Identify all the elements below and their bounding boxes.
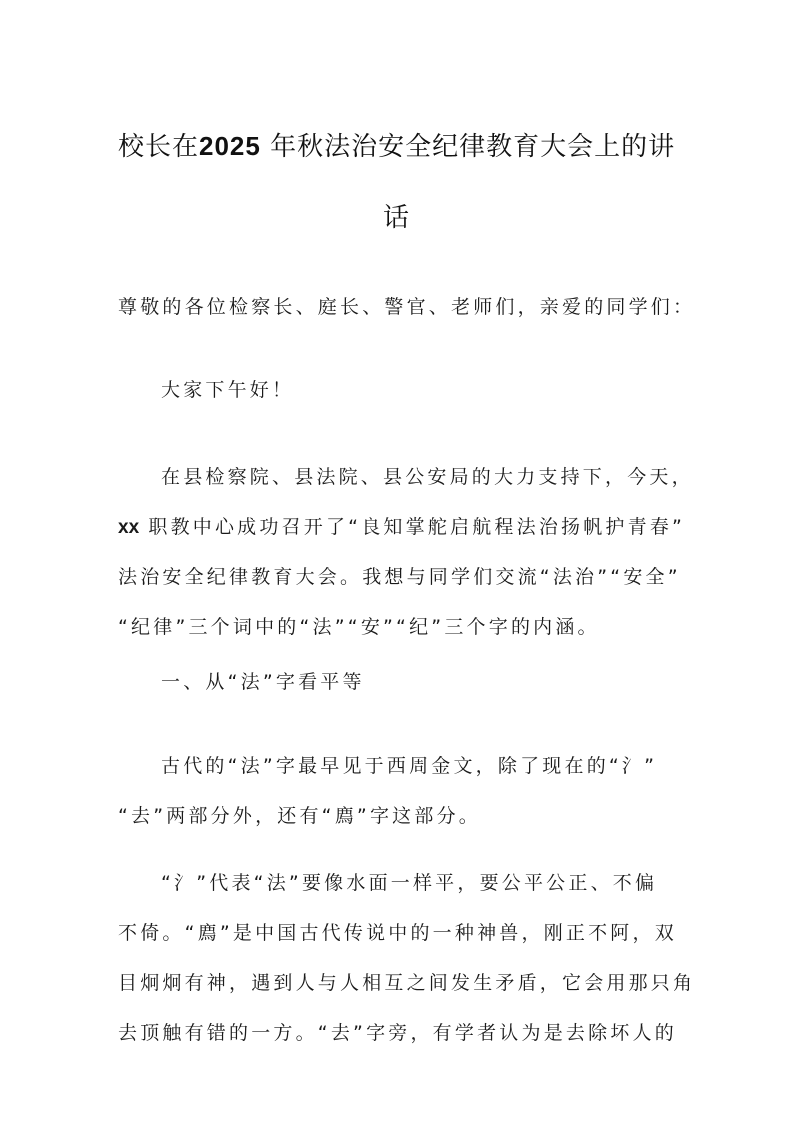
intro-line-2-text: 职教中心成功召开了“良知掌舵启航程法治扬帆护青春”	[139, 516, 686, 538]
greeting-text: 大家下午好！	[161, 379, 295, 401]
salutation-text: 尊敬的各位检察长、庭长、警官、老师们，亲爱的同学们：	[118, 296, 696, 318]
title-line-1	[118, 122, 675, 170]
section-1-heading	[118, 662, 678, 702]
s1p2-line-1: “氵”代表“法”要像水面一样平，要公平公正、不偏	[161, 872, 658, 894]
section-1-paragraph-1	[118, 746, 678, 836]
intro-line-1: 在县检察院、县法院、县公安局的大力支持下，今天，	[161, 466, 694, 488]
s1p2-line-2: 不倚。“廌”是中国古代传说中的一种神兽，刚正不阿，双	[118, 922, 677, 944]
section-1-paragraph-2	[118, 863, 696, 1053]
salutation	[118, 287, 696, 327]
s1p2-line-4: 去顶触有错的一方。“去”字旁，有学者认为是去除坏人的	[118, 1022, 677, 1044]
s1p1-line-1: 古代的“法”字最早见于西周金文，除了现在的“氵”	[161, 755, 658, 777]
intro-line-4: “纪律”三个词中的“法”“安”“纪”三个字的内涵。	[118, 616, 600, 638]
section-1-heading-text: 一、从“法”字看平等	[161, 671, 365, 693]
intro-line-3: 法治安全纪律教育大会。我想与同学们交流“法治”“安全”	[118, 566, 681, 588]
title-suffix: 年秋法治安全纪律教育大会上的讲	[260, 132, 676, 162]
title-line-2: 话	[382, 203, 410, 233]
greeting	[118, 370, 678, 410]
document-title	[118, 122, 675, 242]
org-placeholder: xx	[118, 517, 140, 538]
s1p1-line-2: “去”两部分外，还有“廌”字这部分。	[118, 805, 481, 827]
title-year: 2025	[199, 131, 261, 161]
s1p2-line-3: 目炯炯有神，遇到人与人相互之间发生矛盾，它会用那只角	[118, 972, 696, 994]
intro-line-2	[118, 507, 686, 547]
title-prefix: 校长在	[118, 132, 200, 162]
intro-paragraph	[118, 457, 694, 647]
